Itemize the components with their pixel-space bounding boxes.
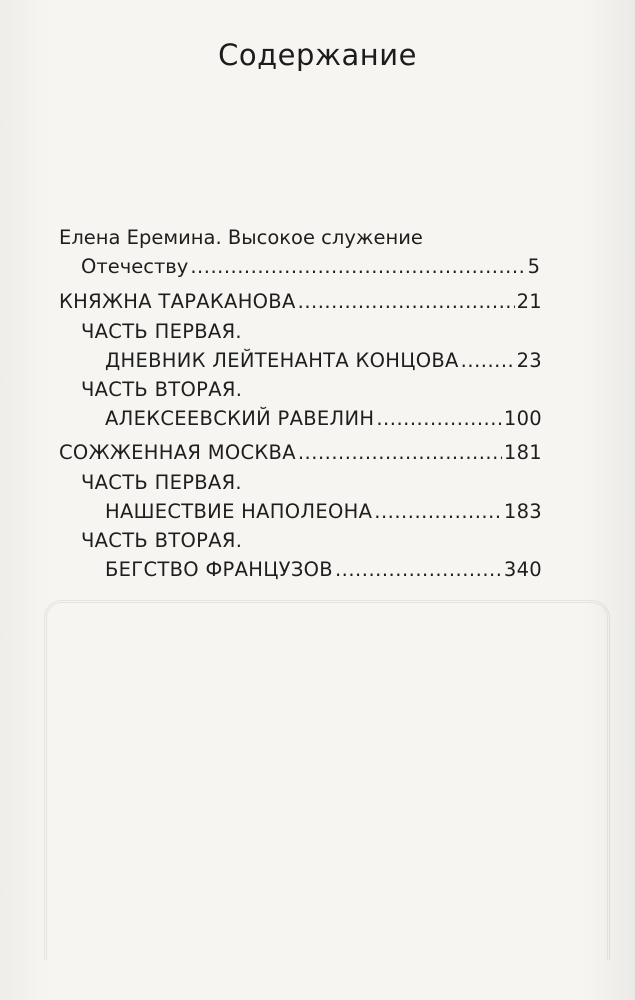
- page-number: 23: [516, 349, 542, 372]
- toc-entry-text: НАШЕСТВИЕ НАПОЛЕОНА: [105, 500, 373, 523]
- toc-entry-work2[interactable]: [59, 438, 542, 468]
- page-number: 100: [503, 407, 542, 430]
- page-number: 340: [503, 558, 542, 581]
- toc-work1-part2-label: [81, 375, 541, 405]
- toc-entry-text: ДНЕВНИК ЛЕЙТЕНАНТА КОНЦОВА: [105, 349, 459, 372]
- toc-intro-title: Елена Еремина. Высокое служение: [59, 226, 423, 249]
- page-title: Содержание: [218, 38, 417, 72]
- toc-intro-line1: [59, 223, 559, 253]
- toc-entry-text: БЕГСТВО ФРАНЦУЗОВ: [105, 558, 333, 581]
- page-number: 5: [527, 255, 540, 278]
- page-number: 21: [516, 290, 542, 313]
- leader-dots: [376, 404, 502, 434]
- page-number: 183: [503, 500, 542, 523]
- leader-dots: [298, 438, 502, 468]
- leader-dots: [335, 555, 502, 585]
- toc-entry-work2-part2[interactable]: [105, 555, 542, 585]
- toc-entry-work1-part1[interactable]: [105, 346, 542, 376]
- toc-entry-work2-part1[interactable]: [105, 497, 542, 527]
- leader-dots: [461, 346, 515, 376]
- toc-entry-work1[interactable]: [59, 287, 542, 317]
- page-number: 181: [503, 441, 542, 464]
- toc-work2-part2-label: [81, 526, 541, 556]
- toc-work1-part1-label: [81, 317, 541, 347]
- toc-entry-text: СОЖЖЕННАЯ МОСКВА: [59, 441, 296, 464]
- part-label: ЧАСТЬ ВТОРАЯ.: [81, 529, 243, 552]
- toc-entry-work1-part2[interactable]: [105, 404, 542, 434]
- leader-dots: [374, 497, 502, 527]
- part-label: ЧАСТЬ ВТОРАЯ.: [81, 378, 243, 401]
- toc-entry-text: КНЯЖНА ТАРАКАНОВА: [59, 290, 296, 313]
- toc-entry-text: Отечеству: [81, 255, 189, 278]
- toc-entry-intro[interactable]: [81, 252, 540, 282]
- part-label: ЧАСТЬ ПЕРВАЯ.: [81, 320, 242, 343]
- leader-dots: [190, 252, 525, 282]
- leader-dots: [298, 287, 515, 317]
- toc-entry-text: АЛЕКСЕЕВСКИЙ РАВЕЛИН: [105, 407, 375, 430]
- toc-work2-part1-label: [81, 468, 541, 498]
- part-label: ЧАСТЬ ПЕРВАЯ.: [81, 471, 242, 494]
